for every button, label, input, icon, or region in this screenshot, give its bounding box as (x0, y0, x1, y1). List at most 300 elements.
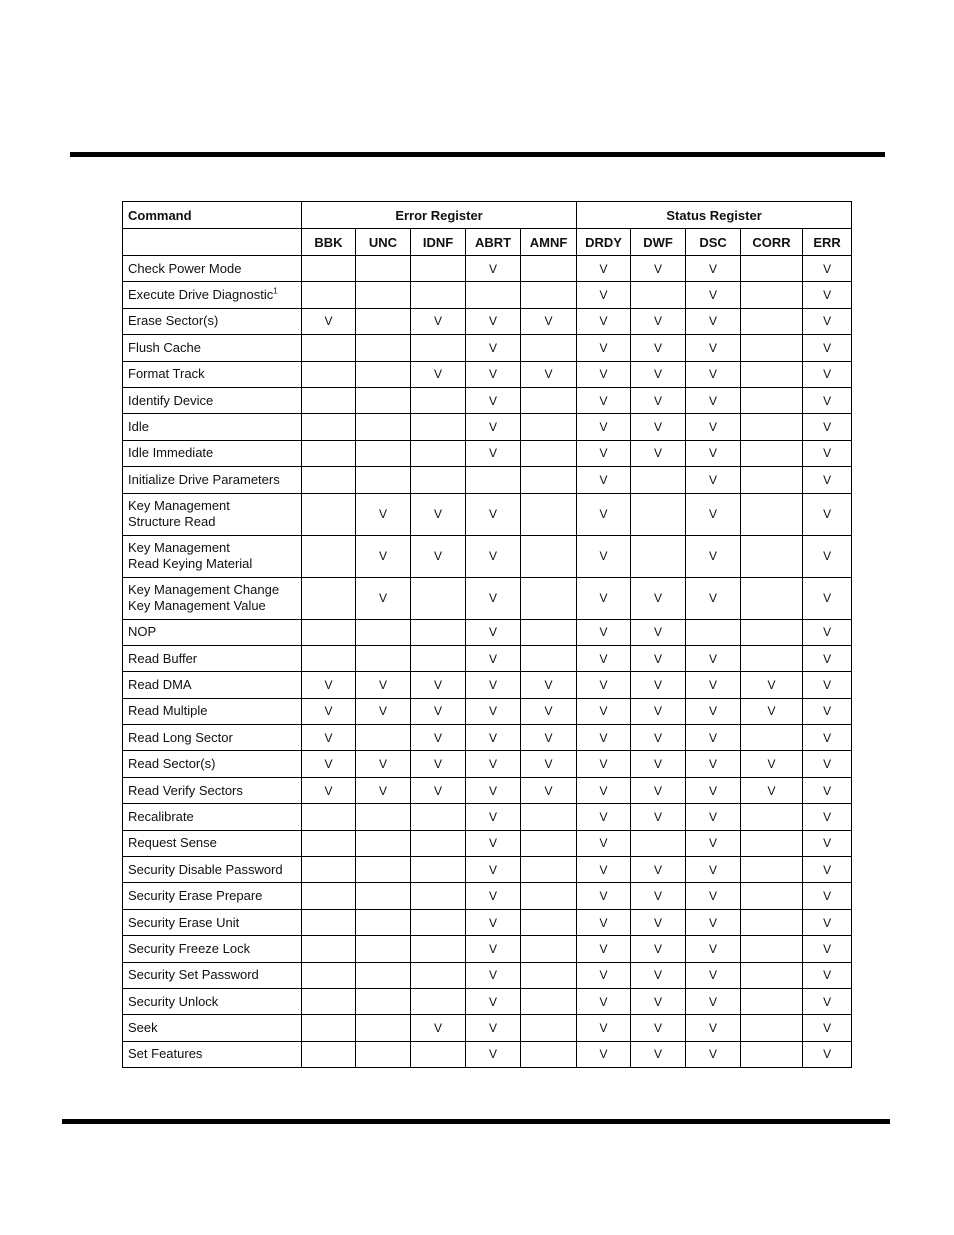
flag-cell-drdy: V (577, 751, 631, 777)
command-name-text: Key Management Structure Read (128, 498, 230, 530)
flag-cell-abrt: V (466, 256, 521, 282)
table-row (123, 308, 852, 334)
flag-cell-unc (356, 725, 411, 751)
flag-cell-err: V (803, 857, 852, 883)
flag-cell-abrt: V (466, 962, 521, 988)
flag-cell-idnf: V (411, 493, 466, 535)
flag-cell-err: V (803, 493, 852, 535)
table-row (123, 282, 852, 308)
flag-cell-amnf (521, 619, 577, 645)
flag-cell-drdy: V (577, 577, 631, 619)
flag-cell-err: V (803, 830, 852, 856)
flag-cell-bbk (302, 577, 356, 619)
col-header-unc: UNC (356, 229, 411, 256)
flag-cell-corr (741, 725, 803, 751)
flag-cell-dsc: V (686, 672, 741, 698)
flag-cell-corr (741, 361, 803, 387)
flag-cell-drdy: V (577, 909, 631, 935)
flag-cell-idnf (411, 962, 466, 988)
flag-cell-dwf (631, 467, 686, 493)
flag-cell-drdy: V (577, 962, 631, 988)
flag-cell-amnf (521, 936, 577, 962)
flag-cell-dsc: V (686, 308, 741, 334)
flag-cell-abrt: V (466, 361, 521, 387)
flag-cell-bbk (302, 493, 356, 535)
flag-cell-corr (741, 414, 803, 440)
flag-cell-dwf: V (631, 751, 686, 777)
flag-cell-amnf (521, 857, 577, 883)
table-row (123, 909, 852, 935)
command-name-text: Security Freeze Lock (128, 940, 251, 956)
flag-cell-err: V (803, 361, 852, 387)
table-row (123, 619, 852, 645)
flag-cell-drdy: V (577, 619, 631, 645)
command-name (123, 1015, 302, 1041)
command-name-text: Read Buffer (128, 650, 198, 666)
command-name-text: Security Erase Prepare (128, 888, 263, 904)
table-row (123, 335, 852, 361)
flag-cell-err: V (803, 698, 852, 724)
flag-cell-dsc: V (686, 1015, 741, 1041)
command-name-text: Read DMA (128, 676, 192, 692)
flag-cell-bbk (302, 619, 356, 645)
flag-cell-abrt: V (466, 1015, 521, 1041)
col-header-bbk: BBK (302, 229, 356, 256)
flag-cell-err: V (803, 909, 852, 935)
command-name-text: Initialize Drive Parameters (128, 471, 280, 487)
col-header-drdy: DRDY (577, 229, 631, 256)
command-name (123, 857, 302, 883)
flag-cell-corr (741, 387, 803, 413)
flag-cell-bbk: V (302, 672, 356, 698)
flag-cell-amnf: V (521, 777, 577, 803)
flag-cell-idnf: V (411, 308, 466, 334)
flag-cell-err: V (803, 414, 852, 440)
col-header-corr: CORR (741, 229, 803, 256)
flag-cell-bbk (302, 909, 356, 935)
flag-cell-dsc: V (686, 698, 741, 724)
flag-cell-bbk: V (302, 308, 356, 334)
table-row (123, 577, 852, 619)
flag-cell-dwf: V (631, 619, 686, 645)
flag-cell-dwf: V (631, 308, 686, 334)
flag-cell-corr (741, 804, 803, 830)
flag-cell-idnf (411, 936, 466, 962)
flag-cell-unc (356, 830, 411, 856)
flag-cell-unc (356, 857, 411, 883)
flag-cell-amnf: V (521, 361, 577, 387)
flag-cell-dsc: V (686, 751, 741, 777)
flag-cell-dsc: V (686, 1041, 741, 1067)
flag-cell-unc (356, 256, 411, 282)
flag-cell-corr (741, 577, 803, 619)
command-name-text: Idle (128, 419, 149, 435)
table-row (123, 698, 852, 724)
flag-cell-dsc: V (686, 467, 741, 493)
flag-cell-idnf: V (411, 751, 466, 777)
flag-cell-bbk (302, 804, 356, 830)
flag-cell-drdy: V (577, 804, 631, 830)
table-row (123, 725, 852, 751)
flag-cell-amnf (521, 335, 577, 361)
table-row (123, 414, 852, 440)
flag-cell-amnf (521, 962, 577, 988)
command-name (123, 619, 302, 645)
flag-cell-dwf (631, 282, 686, 308)
flag-cell-bbk (302, 830, 356, 856)
flag-cell-amnf (521, 414, 577, 440)
error-register-header: Error Register (302, 202, 577, 229)
flag-cell-unc (356, 361, 411, 387)
flag-cell-dwf: V (631, 857, 686, 883)
flag-cell-abrt: V (466, 936, 521, 962)
flag-cell-dsc: V (686, 282, 741, 308)
flag-cell-idnf (411, 804, 466, 830)
command-name-text: Security Unlock (128, 993, 219, 1009)
flag-cell-amnf: V (521, 751, 577, 777)
flag-cell-bbk (302, 1041, 356, 1067)
command-name-text: Recalibrate (128, 808, 194, 824)
flag-cell-drdy: V (577, 493, 631, 535)
flag-cell-dwf: V (631, 909, 686, 935)
flag-cell-amnf (521, 535, 577, 577)
flag-cell-abrt: V (466, 387, 521, 413)
bottom-rule (62, 1119, 890, 1124)
flag-cell-corr: V (741, 698, 803, 724)
flag-cell-err: V (803, 962, 852, 988)
flag-cell-bbk (302, 467, 356, 493)
flag-cell-idnf (411, 282, 466, 308)
flag-cell-abrt: V (466, 535, 521, 577)
flag-cell-abrt: V (466, 909, 521, 935)
flag-cell-err: V (803, 936, 852, 962)
command-name-text: Read Multiple (128, 703, 208, 719)
command-name (123, 804, 302, 830)
command-name-text: Security Disable Password (128, 861, 283, 877)
flag-cell-dwf: V (631, 1041, 686, 1067)
flag-cell-unc (356, 936, 411, 962)
flag-cell-idnf (411, 1041, 466, 1067)
flag-cell-bbk (302, 282, 356, 308)
command-name (123, 962, 302, 988)
flag-cell-corr: V (741, 751, 803, 777)
flag-cell-bbk (302, 414, 356, 440)
flag-cell-err: V (803, 751, 852, 777)
flag-cell-dwf: V (631, 414, 686, 440)
flag-cell-dwf: V (631, 777, 686, 803)
group-header-row (123, 202, 852, 229)
command-name (123, 493, 302, 535)
flag-cell-unc (356, 335, 411, 361)
flag-cell-drdy: V (577, 830, 631, 856)
command-name-text: Read Sector(s) (128, 756, 216, 772)
flag-cell-dsc: V (686, 725, 741, 751)
flag-cell-unc (356, 909, 411, 935)
table-row (123, 883, 852, 909)
flag-cell-idnf (411, 909, 466, 935)
flag-cell-amnf: V (521, 672, 577, 698)
flag-cell-amnf (521, 1015, 577, 1041)
flag-cell-corr (741, 962, 803, 988)
flag-cell-dsc: V (686, 440, 741, 466)
flag-cell-dsc: V (686, 883, 741, 909)
flag-cell-err: V (803, 335, 852, 361)
command-name-text: Read Long Sector (128, 729, 233, 745)
flag-cell-amnf (521, 830, 577, 856)
flag-cell-unc: V (356, 493, 411, 535)
command-name (123, 535, 302, 577)
command-name (123, 751, 302, 777)
flag-cell-amnf (521, 645, 577, 671)
table-row (123, 256, 852, 282)
command-name-text: Security Set Password (128, 967, 259, 983)
flag-cell-dsc: V (686, 857, 741, 883)
flag-cell-abrt: V (466, 1041, 521, 1067)
command-name (123, 988, 302, 1014)
flag-cell-bbk (302, 645, 356, 671)
flag-cell-idnf (411, 577, 466, 619)
flag-cell-dsc: V (686, 387, 741, 413)
command-subheader-empty (123, 229, 302, 256)
flag-cell-err: V (803, 1015, 852, 1041)
command-name-text: Read Verify Sectors (128, 782, 243, 798)
flag-cell-corr (741, 467, 803, 493)
command-name (123, 645, 302, 671)
table-row (123, 936, 852, 962)
table-row (123, 777, 852, 803)
flag-cell-bbk (302, 256, 356, 282)
flag-cell-dsc: V (686, 777, 741, 803)
flag-cell-err: V (803, 619, 852, 645)
table-row (123, 857, 852, 883)
command-name (123, 1041, 302, 1067)
flag-cell-bbk (302, 361, 356, 387)
flag-cell-dwf: V (631, 1015, 686, 1041)
flag-cell-idnf: V (411, 535, 466, 577)
flag-cell-bbk: V (302, 751, 356, 777)
flag-cell-amnf (521, 493, 577, 535)
flag-cell-unc: V (356, 751, 411, 777)
flag-cell-dwf (631, 535, 686, 577)
flag-cell-drdy: V (577, 672, 631, 698)
command-name (123, 282, 302, 308)
flag-cell-bbk: V (302, 725, 356, 751)
command-name (123, 440, 302, 466)
flag-cell-corr (741, 440, 803, 466)
flag-cell-drdy: V (577, 467, 631, 493)
flag-cell-unc (356, 414, 411, 440)
command-name (123, 256, 302, 282)
flag-cell-unc (356, 1015, 411, 1041)
col-header-dwf: DWF (631, 229, 686, 256)
flag-cell-abrt: V (466, 577, 521, 619)
flag-cell-amnf (521, 387, 577, 413)
flag-cell-corr (741, 308, 803, 334)
table-row (123, 493, 852, 535)
flag-cell-dwf: V (631, 440, 686, 466)
flag-cell-dsc: V (686, 804, 741, 830)
flag-cell-corr (741, 535, 803, 577)
top-rule (70, 152, 885, 157)
flag-cell-bbk (302, 387, 356, 413)
flag-cell-idnf: V (411, 777, 466, 803)
flag-cell-bbk (302, 936, 356, 962)
flag-cell-abrt: V (466, 440, 521, 466)
flag-cell-dwf: V (631, 804, 686, 830)
flag-cell-unc: V (356, 672, 411, 698)
flag-cell-abrt: V (466, 672, 521, 698)
flag-cell-corr (741, 493, 803, 535)
flag-cell-err: V (803, 883, 852, 909)
flag-cell-dsc: V (686, 909, 741, 935)
flag-cell-err: V (803, 308, 852, 334)
command-name-text: Format Track (128, 366, 205, 382)
flag-cell-err: V (803, 256, 852, 282)
flag-cell-idnf (411, 883, 466, 909)
flag-cell-dwf: V (631, 387, 686, 413)
flag-cell-drdy: V (577, 725, 631, 751)
table-row (123, 535, 852, 577)
command-name-text: Set Features (128, 1046, 203, 1062)
flag-cell-amnf (521, 440, 577, 466)
flag-cell-abrt: V (466, 751, 521, 777)
flag-cell-corr (741, 619, 803, 645)
flag-cell-idnf: V (411, 1015, 466, 1041)
flag-cell-bbk (302, 857, 356, 883)
table-row (123, 387, 852, 413)
flag-cell-err: V (803, 725, 852, 751)
flag-cell-unc (356, 962, 411, 988)
flag-cell-corr (741, 256, 803, 282)
flag-cell-abrt (466, 467, 521, 493)
flag-cell-dsc: V (686, 493, 741, 535)
flag-cell-corr (741, 830, 803, 856)
flag-cell-corr: V (741, 672, 803, 698)
flag-cell-idnf (411, 988, 466, 1014)
command-name-text: Flush Cache (128, 339, 201, 355)
flag-cell-bbk (302, 962, 356, 988)
flag-cell-unc (356, 883, 411, 909)
flag-cell-dsc: V (686, 577, 741, 619)
flag-cell-corr: V (741, 777, 803, 803)
command-header: Command (123, 202, 302, 229)
flag-cell-abrt: V (466, 883, 521, 909)
flag-cell-dwf: V (631, 645, 686, 671)
flag-cell-dsc: V (686, 535, 741, 577)
flag-cell-dsc (686, 619, 741, 645)
flag-cell-drdy: V (577, 256, 631, 282)
flag-cell-amnf (521, 577, 577, 619)
flag-cell-abrt: V (466, 988, 521, 1014)
flag-cell-drdy: V (577, 308, 631, 334)
flag-cell-drdy: V (577, 1041, 631, 1067)
table-row (123, 645, 852, 671)
table-row (123, 467, 852, 493)
flag-cell-abrt: V (466, 725, 521, 751)
command-name (123, 725, 302, 751)
flag-cell-dsc: V (686, 645, 741, 671)
flag-cell-dwf: V (631, 988, 686, 1014)
col-header-err: ERR (803, 229, 852, 256)
flag-cell-abrt (466, 282, 521, 308)
command-name-text: Idle Immediate (128, 445, 214, 461)
flag-cell-idnf: V (411, 698, 466, 724)
flag-cell-abrt: V (466, 619, 521, 645)
flag-cell-unc: V (356, 777, 411, 803)
flag-cell-err: V (803, 467, 852, 493)
flag-cell-amnf (521, 282, 577, 308)
command-name (123, 361, 302, 387)
command-name (123, 308, 302, 334)
flag-cell-dsc: V (686, 988, 741, 1014)
command-name (123, 335, 302, 361)
flag-cell-dwf: V (631, 361, 686, 387)
flag-cell-abrt: V (466, 777, 521, 803)
command-name (123, 414, 302, 440)
flag-cell-err: V (803, 672, 852, 698)
flag-cell-dwf: V (631, 698, 686, 724)
flag-cell-abrt: V (466, 857, 521, 883)
flag-cell-idnf (411, 857, 466, 883)
flag-cell-dwf: V (631, 962, 686, 988)
col-header-abrt: ABRT (466, 229, 521, 256)
column-header-row (123, 229, 852, 256)
flag-cell-unc: V (356, 698, 411, 724)
col-header-amnf: AMNF (521, 229, 577, 256)
flag-cell-idnf: V (411, 361, 466, 387)
command-name-text: Identify Device (128, 392, 214, 408)
flag-cell-bbk (302, 988, 356, 1014)
command-name-text: Seek (128, 1020, 158, 1036)
flag-cell-drdy: V (577, 335, 631, 361)
flag-cell-err: V (803, 535, 852, 577)
flag-cell-corr (741, 1015, 803, 1041)
flag-cell-drdy: V (577, 698, 631, 724)
flag-cell-dwf: V (631, 725, 686, 751)
flag-cell-drdy: V (577, 535, 631, 577)
flag-cell-amnf (521, 1041, 577, 1067)
flag-cell-unc (356, 282, 411, 308)
command-name-text: Check Power Mode (128, 260, 242, 276)
flag-cell-corr (741, 857, 803, 883)
flag-cell-unc (356, 308, 411, 334)
command-name-text: Key Management Change Key Management Value (128, 582, 280, 614)
table-row (123, 672, 852, 698)
flag-cell-amnf (521, 804, 577, 830)
flag-cell-idnf (411, 414, 466, 440)
flag-cell-corr (741, 282, 803, 308)
flag-cell-unc (356, 440, 411, 466)
flag-cell-corr (741, 909, 803, 935)
command-name (123, 672, 302, 698)
flag-cell-err: V (803, 387, 852, 413)
flag-cell-dwf: V (631, 577, 686, 619)
flag-cell-amnf (521, 909, 577, 935)
flag-cell-drdy: V (577, 857, 631, 883)
table-row (123, 830, 852, 856)
command-name (123, 830, 302, 856)
flag-cell-unc (356, 988, 411, 1014)
flag-cell-dwf: V (631, 883, 686, 909)
flag-cell-abrt: V (466, 645, 521, 671)
flag-cell-corr (741, 1041, 803, 1067)
status-register-header: Status Register (577, 202, 852, 229)
flag-cell-idnf (411, 256, 466, 282)
col-header-dsc: DSC (686, 229, 741, 256)
flag-cell-idnf (411, 467, 466, 493)
flag-cell-abrt: V (466, 698, 521, 724)
command-name (123, 883, 302, 909)
